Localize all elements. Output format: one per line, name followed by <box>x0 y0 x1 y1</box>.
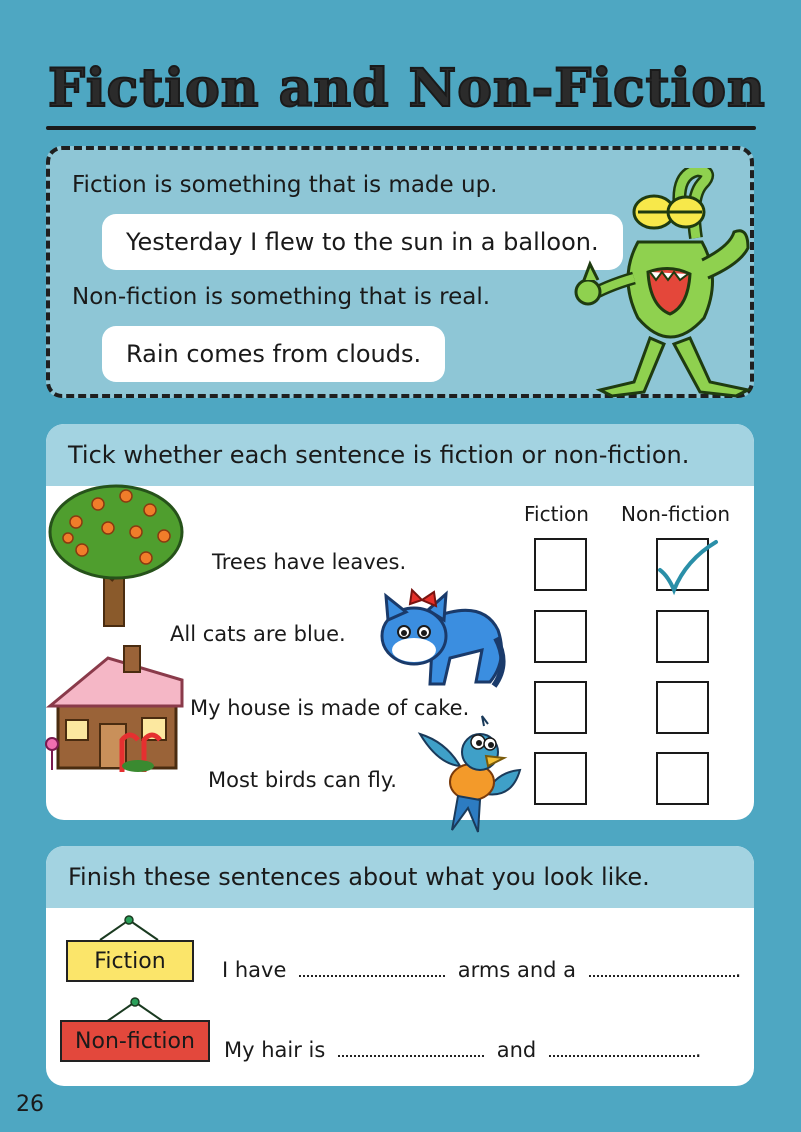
sentence-1: Trees have leaves. <box>212 550 407 574</box>
checkmark-icon <box>654 536 720 596</box>
checkbox-nonfiction-4[interactable] <box>656 752 709 805</box>
fiction-tag: Fiction <box>66 940 194 982</box>
sentence-3: My house is made of cake. <box>190 696 470 720</box>
nonfiction-definition: Non-fiction is something that is real. <box>72 284 491 310</box>
nonfiction-sentence <box>224 1038 702 1062</box>
fiction-sentence-middle: arms and a <box>457 958 577 982</box>
fiction-sentence-start: I have <box>222 958 287 982</box>
blank-3[interactable] <box>338 1039 484 1057</box>
cat-illustration <box>372 578 512 690</box>
fiction-sentence-end: . <box>734 958 742 982</box>
blank-4[interactable] <box>549 1039 695 1057</box>
checkbox-fiction-3[interactable] <box>534 681 587 734</box>
house-illustration <box>44 640 188 776</box>
page-title: Fiction and Non-Fiction <box>48 58 766 119</box>
sentence-2: All cats are blue. <box>170 622 346 646</box>
tree-illustration <box>46 470 186 630</box>
fiction-column-header: Fiction <box>524 502 589 526</box>
bird-illustration <box>416 712 524 836</box>
checkbox-nonfiction-3[interactable] <box>656 681 709 734</box>
checkbox-fiction-2[interactable] <box>534 610 587 663</box>
checkbox-nonfiction-2[interactable] <box>656 610 709 663</box>
checkbox-fiction-1[interactable] <box>534 538 587 591</box>
fiction-sentence <box>222 958 741 982</box>
blank-1[interactable] <box>299 959 445 977</box>
nonfiction-sentence-start: My hair is <box>224 1038 326 1062</box>
nonfiction-column-header: Non-fiction <box>621 502 730 526</box>
checkbox-fiction-4[interactable] <box>534 752 587 805</box>
fiction-example: Yesterday I flew to the sun in a balloon. <box>102 214 623 270</box>
sentence-4: Most birds can fly. <box>208 768 397 792</box>
nonfiction-sentence-end: . <box>694 1038 702 1062</box>
nonfiction-tag: Non-fiction <box>60 1020 210 1062</box>
finish-instruction: Finish these sentences about what you look like. <box>46 846 754 908</box>
tick-instruction: Tick whether each sentence is fiction or non-fiction. <box>46 424 754 486</box>
nonfiction-example: Rain comes from clouds. <box>102 326 445 382</box>
blank-2[interactable] <box>589 959 735 977</box>
nonfiction-sentence-middle: and <box>496 1038 537 1062</box>
title-underline <box>46 126 756 130</box>
fiction-definition: Fiction is something that is made up. <box>72 172 498 198</box>
page-number: 26 <box>16 1092 44 1117</box>
alien-illustration <box>572 168 772 400</box>
hanger-icon <box>96 914 162 942</box>
